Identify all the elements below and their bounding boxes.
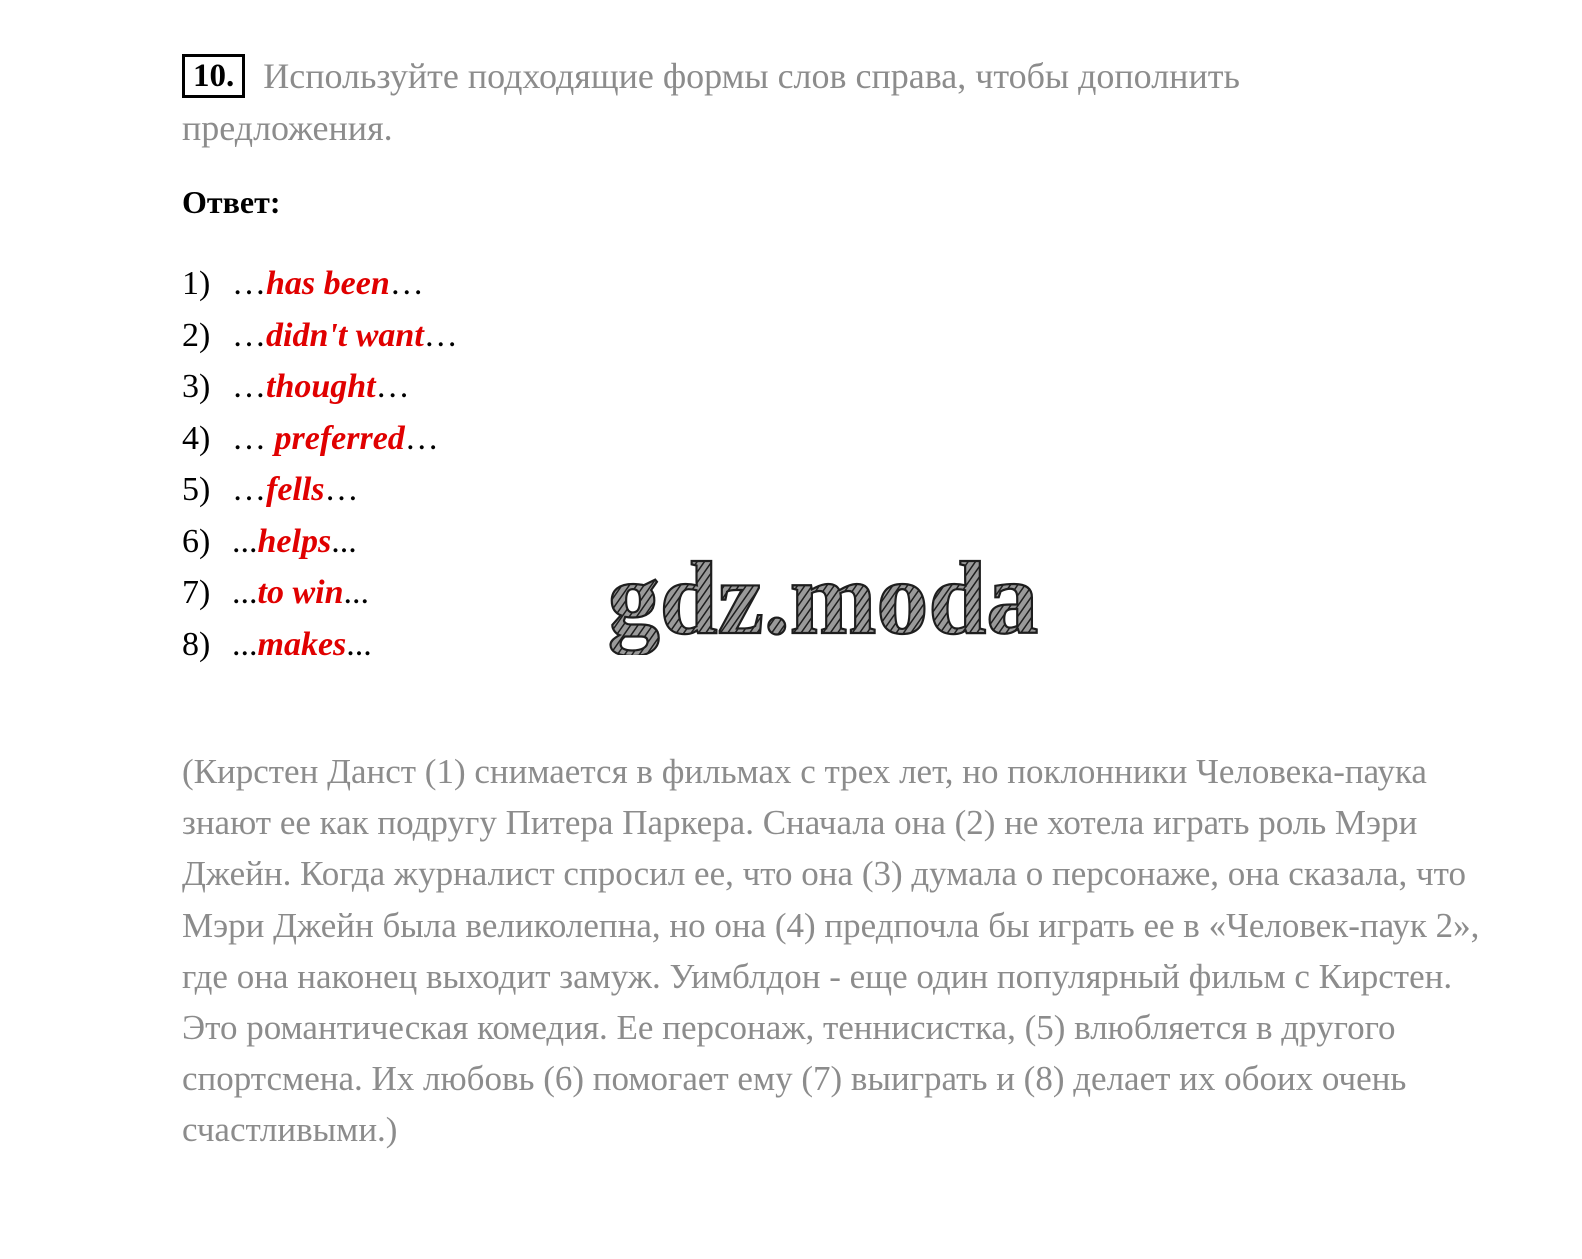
answer-word: thought <box>266 368 376 405</box>
answer-item <box>182 619 458 671</box>
answer-suffix: … <box>375 368 410 405</box>
answer-suffix: … <box>389 265 424 302</box>
answer-prefix: ... <box>232 574 258 611</box>
task-header <box>182 50 1382 154</box>
answer-suffix: ... <box>331 522 357 560</box>
answer-suffix: … <box>404 419 439 457</box>
answer-suffix: ... <box>343 574 369 611</box>
answer-suffix: … <box>423 316 458 354</box>
answer-prefix: … <box>232 368 266 405</box>
answer-number: 5) <box>182 471 211 508</box>
answer-item <box>182 258 458 310</box>
answer-prefix: ... <box>232 625 258 663</box>
answer-number: 3) <box>182 368 211 405</box>
answer-label: Ответ: <box>182 184 281 220</box>
answer-number: 2) <box>182 316 211 354</box>
answer-item <box>182 361 458 413</box>
answer-word: to win <box>257 574 344 611</box>
answer-number: 7) <box>182 574 211 611</box>
translation-paragraph: (Кирстен Данст (1) снимается в фильмах с трех лет, но поклонники Человека-паука знают ее как подругу Питера Паркера. Сначала она (2) не хотела играть роль Мэри Джейн. Когда журналист спросил ее, что она (3) думала о персонаже, она сказала, что Мэри Джейн была великолепна, но она (4) предпочла бы играть ее в «Человек-паук 2», где она наконец выходит замуж. Уимблдон - еще один популярный фильм с Кирстен. Это романтическая комедия. Ее персонаж, теннисистка, (5) влюбляется в другого спортсмена. Их любовь (6) помогает ему (7) выиграть и (8) делает их обоих очень счастливыми.) <box>182 752 1480 1150</box>
task-instruction: Используйте подходящие формы слов справа, чтобы дополнить предложения. <box>182 56 1240 148</box>
answer-item <box>182 413 458 465</box>
answer-prefix: … <box>232 471 266 508</box>
answer-word: fells <box>266 471 325 508</box>
answer-number: 4) <box>182 419 211 457</box>
answer-number: 8) <box>182 625 211 663</box>
answer-number: 6) <box>182 522 211 560</box>
answer-prefix: … <box>232 265 266 302</box>
answer-suffix: ... <box>346 625 372 663</box>
answer-suffix: … <box>324 471 359 508</box>
task-number: 10. <box>182 54 245 98</box>
answer-prefix: … <box>232 419 275 457</box>
answer-item <box>182 567 458 619</box>
answer-word: has been <box>266 265 390 302</box>
answer-prefix: ... <box>232 522 258 560</box>
answer-word: makes <box>257 625 347 663</box>
answer-item <box>182 464 458 516</box>
answer-word: helps <box>257 522 332 560</box>
answer-list <box>182 258 458 670</box>
answer-number: 1) <box>182 265 211 302</box>
watermark-text: gdz.moda <box>607 545 1039 655</box>
answer-item <box>182 310 458 362</box>
answer-prefix: … <box>232 316 266 354</box>
answer-word: preferred <box>274 419 405 457</box>
watermark-logo <box>598 545 1048 655</box>
answer-word: didn't want <box>266 316 424 354</box>
answer-item <box>182 516 458 568</box>
